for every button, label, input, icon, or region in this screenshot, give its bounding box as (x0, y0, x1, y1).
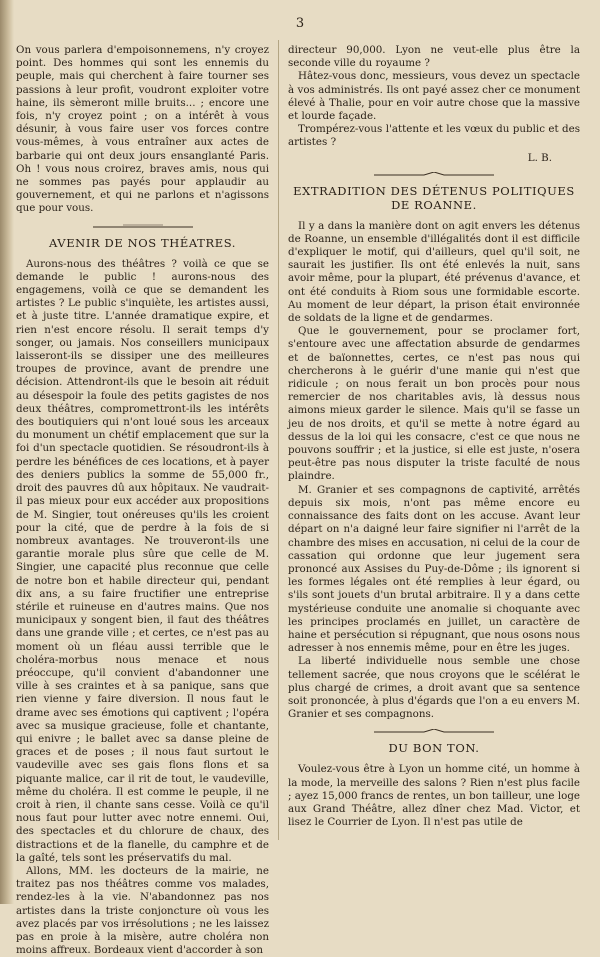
article-paragraph: La liberté individuelle nous semble une chose tellement sacrée, que nous croyons que le scélérat le plus chargé de crimes, a droit avant que sa sentence soit prononcée, à plus d'égards que l'on a eu envers M. Granier et ses compagnons. (288, 655, 580, 721)
article-paragraph: Que le gouvernement, pour se proclamer fort, s'entoure avec une affectation absurde de gendarmes et de baïonnettes, certes, ce n'est pas nous qui chercherons à le guérir d'une manie qui n'est que ridicule ; on nous ferait un bon procès pour nous remercier de nos charitables avis, là dessus nous aimons mieux garder le silence. Mais qu'il se fasse un jeu de nos droits, et qu'il se mette à notre égard au dessus de la loi qui les consacre, c'est ce que nous ne pouvons souffrir ; et la justice, si elle est juste, n'osera peut-être pas nous disputer la triste faculté de nous plaindre. (288, 325, 580, 483)
column-divider (278, 40, 279, 840)
left-column (16, 44, 269, 957)
article-heading-bon-ton: DU BON TON. (388, 741, 480, 756)
article-heading-extradition (288, 184, 580, 212)
page-number: 3 (295, 16, 305, 31)
article-paragraph: Voulez-vous être à Lyon un homme cité, un homme à la mode, la merveille des salons ? Rien n'est plus facile ; ayez 15,000 francs de rentes, un bon tailleur, une loge aux Grand Théâtre, allez dîner chez Mad. Victor, et lisez le Courrier de Lyon. Il n'est pas utile de (288, 763, 580, 829)
article-heading-theatres: AVENIR DE NOS THÉATRES. (48, 235, 237, 250)
article-paragraph: Allons, MM. les docteurs de la mairie, ne traitez pas nos théâtres comme vos malades, rendez-les à la vie. N'abandonnez pas nos artistes dans la triste conjoncture où vous les avez placés par vos irrésolutions ; ne les laissez pas en proie à la misère, autre choléra non moins affreux. Bordeaux vient d'accorder à son (16, 864, 269, 957)
article-paragraph: M. Granier et ses compagnons de captivité, arrêtés depuis six mois, n'ont pas même encore eu connaissance des faits dont on les accuse. Avant leur départ on n'a daigné leur faire signifier ni l'arrêt de la chambre des mises en accusation, ni celui de la cour de cassation qui ordonne que leur jugement sera prononcé aux Assises du Puy-de-Dôme ; ils ignorent si les formes légales ont été remplies à leur égard, ou s'ils sont jouets d'un brutal arbitraire. Il y a dans cette mystérieuse conduite une anomalie si choquante avec les principes proclamés en juillet, un caractère de haine et persécution si répugnant, que nous osons nous adresser à nos ennemis même, pour en être les juges. (288, 483, 580, 655)
article-paragraph: Aurons-nous des théâtres ? voilà ce que se demande le public ! aurons-nous des engagemens, voilà ce que se demandent les artistes ? Le public s'inquiète, les artistes aussi, et à juste titre. L'année dramatique expire, et rien n'est encore résolu. Il serait temps d'y songer, ou jamais. Nos conseillers municipaux laisseront-ils se dissiper une des meilleures troupes de province, avant de prendre une décision. Attendront-ils que le besoin ait réduit au désespoir la foule des petits gagistes de nos deux théâtres, compromettront-ils les intérêts des boutiquiers qui n'ont loué sous les arceaux du monument un chétif emplacement que sur la foi d'un spectacle quotidien. Se résoudront-ils à perdre les bénéfices de ces locations, et à payer des deniers publics la somme de 55,000 fr., droit des pauvres dû aux hôpitaux. Ne vaudrait-il pas mieux pour eux accéder aux propositions de M. Singier, tout onéreuses qu'ils les croient pour la cité, que de perdre à la fois de si nombreux avantages. Ne trouveront-ils une garantie morale plus sûre que celle de M. Singier, une capacité plus reconnue que celle de notre bon et habile directeur qui, pendant dix ans, a su faire fructifier une entreprise stérile et ruineuse en d'autres mains. Que nos municipaux y songent bien, il faut des théâtres dans une grande ville ; et certes, ce n'est pas au moment où un fléau aussi terrible que le choléra-morbus nous menace et nous préoccupe, qu'il convient d'abandonner une ville à ses craintes et à sa panique, sans que rien vienne y faire diversion. Il nous faut le drame avec ses émotions qui captivent ; l'opéra avec sa musique gracieuse, folle et chantante, qui enivre ; le ballet avec sa danse pleine de graces et de poses ; il nous faut surtout le vaudeville avec ses gais flons flons et sa piquante malice, car il rit de tout, le vaudeville, même du choléra. Il est comme le peuple, il ne croit à rien, il chante sans cesse. Voilà ce qu'il nous faut pour lutter avec notre ennemi. Oui, des spectacles et du chlorure de chaux, des distractions et de la flanelle, du camphre et de la gaîté, tels sont les préservatifs du mal. (16, 257, 269, 864)
article-paragraph: Il y a dans la manière dont on agit envers les détenus de Roanne, un ensemble d'illégalités dont il est difficile d'expliquer le motif, qui d'ailleurs, quel qu'il soit, ne saurait les justifier. Ils ont été enlevés la nuit, sans avoir même, pour la plupart, été prévenus d'avance, et ont été conduits à Riom sous une formidable escorte. Au moment de leur départ, la prison était environnée de soldats de la ligne et de gendarmes. (288, 219, 580, 325)
left-intro-paragraph: On vous parlera d'empoisonnemens, n'y croyez point. Des hommes qui sont les ennemis du peuple, mais qui cherchent à faire tourner ses passions à leur profit, voudront exploiter votre haine, ils sèmeront mille bruits... ; encore une fois, n'y croyez point ; on a intérêt à vous désunir, à vous faire user vos forces contre vous-mêmes, à vous entraîner aux actes de barbarie qui ont deux jours ensanglanté Paris. Oh ! vous nous croirez, braves amis, nous qui ne sommes pas payés pour applaudir au gouvernement, et qui ne parlons et n'agissons que pour vous. (16, 44, 269, 215)
article-paragraph: Hâtez-vous donc, messieurs, vous devez un spectacle à vos administrés. Ils ont payé assez cher ce monument élevé à Thalie, pour en voir autre chose que la massive et lourde façade. (288, 70, 580, 123)
binding-shadow (0, 0, 14, 904)
article-signature: L. B. (527, 151, 552, 164)
section-rule (288, 729, 580, 735)
article-paragraph: directeur 90,000. Lyon ne veut-elle plus être la seconde ville du royaume ? (288, 44, 580, 70)
article-paragraph: Trompérez-vous l'attente et les vœux du public et des artistes ? (288, 123, 580, 149)
heading-line: DE ROANNE. (391, 197, 477, 212)
right-column (288, 44, 580, 829)
section-rule (288, 172, 580, 178)
section-rule (16, 224, 269, 230)
heading-line: EXTRADITION DES DÉTENUS POLITIQUES (293, 183, 575, 198)
